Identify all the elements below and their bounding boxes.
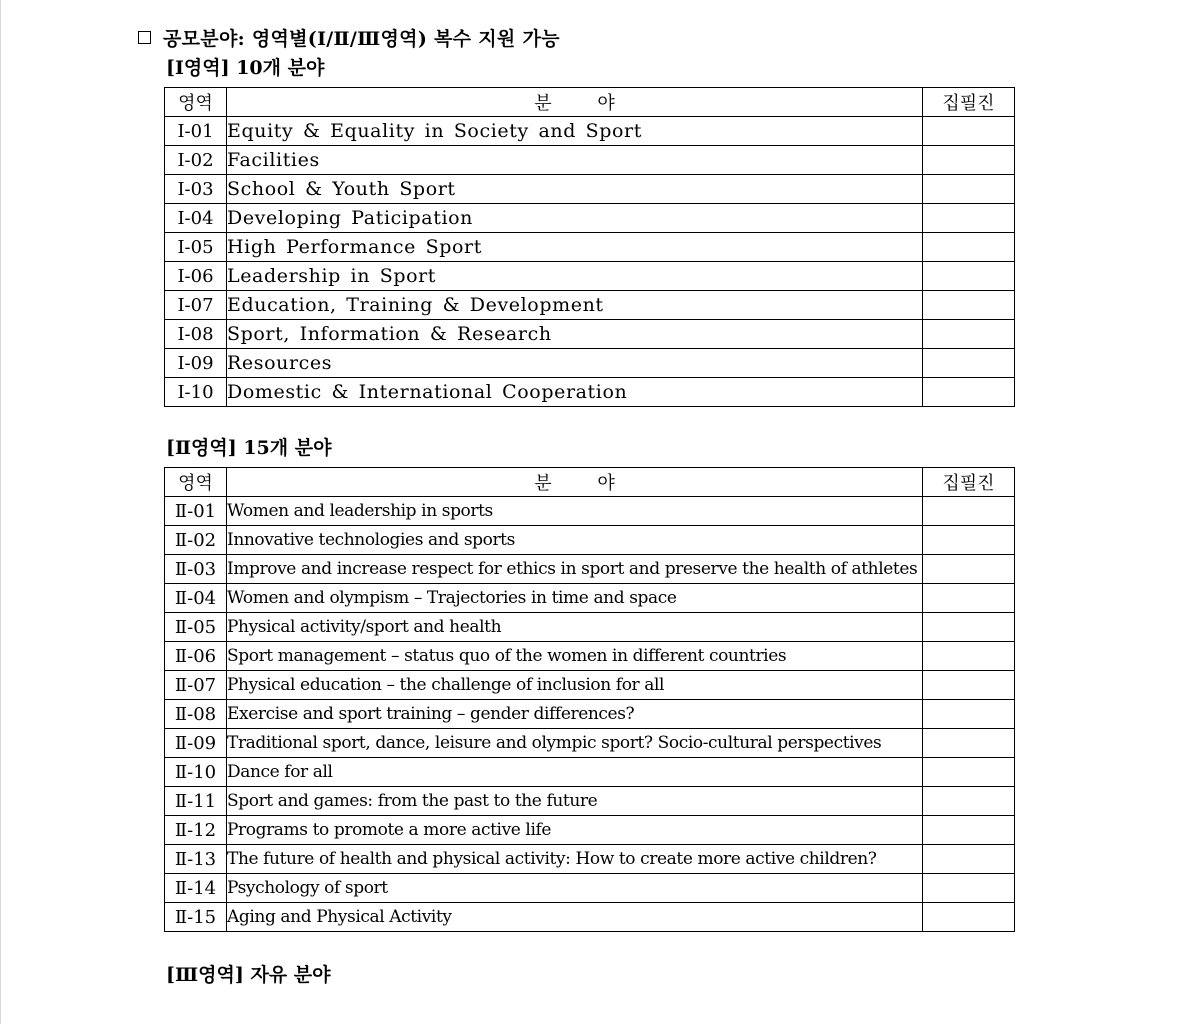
section1-title: [I영역] 10개 분야 (166, 57, 325, 79)
table-row (165, 787, 1015, 816)
writer-cell[interactable] (923, 117, 1015, 146)
area-code: Ⅰ-03 (165, 175, 227, 204)
area-code: Ⅰ-08 (165, 320, 227, 349)
area-code: Ⅰ-09 (165, 349, 227, 378)
area-code: Ⅱ-15 (165, 903, 227, 932)
writer-cell[interactable] (923, 378, 1015, 407)
table-row (165, 874, 1015, 903)
writer-cell[interactable] (923, 700, 1015, 729)
writer-cell[interactable] (923, 291, 1015, 320)
field-name: High Performance Sport (227, 233, 923, 262)
table-row (165, 146, 1015, 175)
field-name: Sport, Information & Research (227, 320, 923, 349)
writer-cell[interactable] (923, 233, 1015, 262)
writer-cell[interactable] (923, 497, 1015, 526)
writer-cell[interactable] (923, 729, 1015, 758)
field-name: Sport management – status quo of the women in different countries (227, 642, 923, 671)
area-code: Ⅰ-05 (165, 233, 227, 262)
writer-cell[interactable] (923, 526, 1015, 555)
field-name: Domestic & International Cooperation (227, 378, 923, 407)
area-code: Ⅱ-06 (165, 642, 227, 671)
area-code: Ⅰ-01 (165, 117, 227, 146)
area-code: Ⅰ-02 (165, 146, 227, 175)
field-name: Exercise and sport training – gender differences? (227, 700, 923, 729)
header-area: 영역 (165, 468, 227, 497)
field-name: Physical education – the challenge of inclusion for all (227, 671, 923, 700)
checkbox-bullet-icon (138, 31, 151, 44)
area-code: Ⅱ-07 (165, 671, 227, 700)
writer-cell[interactable] (923, 262, 1015, 291)
field-name: Dance for all (227, 758, 923, 787)
table-row (165, 497, 1015, 526)
table-row (165, 700, 1015, 729)
table-row (165, 320, 1015, 349)
table-row (165, 526, 1015, 555)
field-name: Women and leadership in sports (227, 497, 923, 526)
writer-cell[interactable] (923, 555, 1015, 584)
writer-cell[interactable] (923, 320, 1015, 349)
table-row (165, 642, 1015, 671)
field-name: Programs to promote a more active life (227, 816, 923, 845)
header-area: 영역 (165, 88, 227, 117)
area2-table (164, 467, 1015, 932)
writer-cell[interactable] (923, 758, 1015, 787)
table-row (165, 555, 1015, 584)
section3-title: [Ⅲ영역] 자유 분야 (166, 964, 331, 986)
area-code: Ⅱ-01 (165, 497, 227, 526)
field-name: Physical activity/sport and health (227, 613, 923, 642)
writer-cell[interactable] (923, 845, 1015, 874)
area-code: Ⅱ-11 (165, 787, 227, 816)
field-name: Psychology of sport (227, 874, 923, 903)
writer-cell[interactable] (923, 175, 1015, 204)
area-code: Ⅱ-13 (165, 845, 227, 874)
table-row (165, 349, 1015, 378)
area-code: Ⅱ-05 (165, 613, 227, 642)
header-field: 분 야 (227, 468, 923, 497)
table-row (165, 117, 1015, 146)
table-row (165, 671, 1015, 700)
header-writers: 집필진 (923, 88, 1015, 117)
table-row (165, 729, 1015, 758)
table-row (165, 816, 1015, 845)
area1-table (164, 87, 1015, 407)
field-name: Equity & Equality in Society and Sport (227, 117, 923, 146)
area-code: Ⅰ-10 (165, 378, 227, 407)
area-code: Ⅱ-10 (165, 758, 227, 787)
writer-cell[interactable] (923, 584, 1015, 613)
area-code: Ⅱ-08 (165, 700, 227, 729)
area-code: Ⅱ-04 (165, 584, 227, 613)
table-row (165, 903, 1015, 932)
area-code: Ⅱ-12 (165, 816, 227, 845)
writer-cell[interactable] (923, 787, 1015, 816)
writer-cell[interactable] (923, 903, 1015, 932)
writer-cell[interactable] (923, 816, 1015, 845)
writer-cell[interactable] (923, 642, 1015, 671)
table-row (165, 845, 1015, 874)
heading-text: 공모분야: 영역별(I/Ⅱ/Ⅲ영역) 복수 지원 가능 (163, 28, 560, 50)
field-name: Education, Training & Development (227, 291, 923, 320)
area-code: Ⅱ-09 (165, 729, 227, 758)
field-name: Sport and games: from the past to the future (227, 787, 923, 816)
area-code: Ⅰ-07 (165, 291, 227, 320)
field-name: The future of health and physical activity: How to create more active children? (227, 845, 923, 874)
table-row (165, 613, 1015, 642)
writer-cell[interactable] (923, 671, 1015, 700)
field-name: Facilities (227, 146, 923, 175)
recruitment-heading (138, 24, 560, 51)
table-row (165, 204, 1015, 233)
area-code: Ⅰ-06 (165, 262, 227, 291)
field-name: Aging and Physical Activity (227, 903, 923, 932)
writer-cell[interactable] (923, 349, 1015, 378)
table-row (165, 758, 1015, 787)
table-row (165, 175, 1015, 204)
area-code: Ⅱ-14 (165, 874, 227, 903)
field-name: Leadership in Sport (227, 262, 923, 291)
writer-cell[interactable] (923, 613, 1015, 642)
table-row (165, 584, 1015, 613)
table-row (165, 233, 1015, 262)
table-header-row (165, 88, 1015, 117)
writer-cell[interactable] (923, 146, 1015, 175)
field-name: Innovative technologies and sports (227, 526, 923, 555)
table-row (165, 378, 1015, 407)
section2-title: [Ⅱ영역] 15개 분야 (166, 437, 332, 459)
header-field: 분 야 (227, 88, 923, 117)
table-header-row (165, 468, 1015, 497)
field-name: Improve and increase respect for ethics in sport and preserve the health of athletes (227, 555, 923, 584)
field-name: Resources (227, 349, 923, 378)
area-code: Ⅱ-03 (165, 555, 227, 584)
area-code: Ⅱ-02 (165, 526, 227, 555)
writer-cell[interactable] (923, 204, 1015, 233)
area-code: Ⅰ-04 (165, 204, 227, 233)
table-row (165, 291, 1015, 320)
field-name: Developing Paticipation (227, 204, 923, 233)
table-row (165, 262, 1015, 291)
field-name: Traditional sport, dance, leisure and olympic sport? Socio-cultural perspectives (227, 729, 923, 758)
field-name: Women and olympism – Trajectories in time and space (227, 584, 923, 613)
field-name: School & Youth Sport (227, 175, 923, 204)
writer-cell[interactable] (923, 874, 1015, 903)
header-writers: 집필진 (923, 468, 1015, 497)
page-left-border (0, 0, 1, 1024)
